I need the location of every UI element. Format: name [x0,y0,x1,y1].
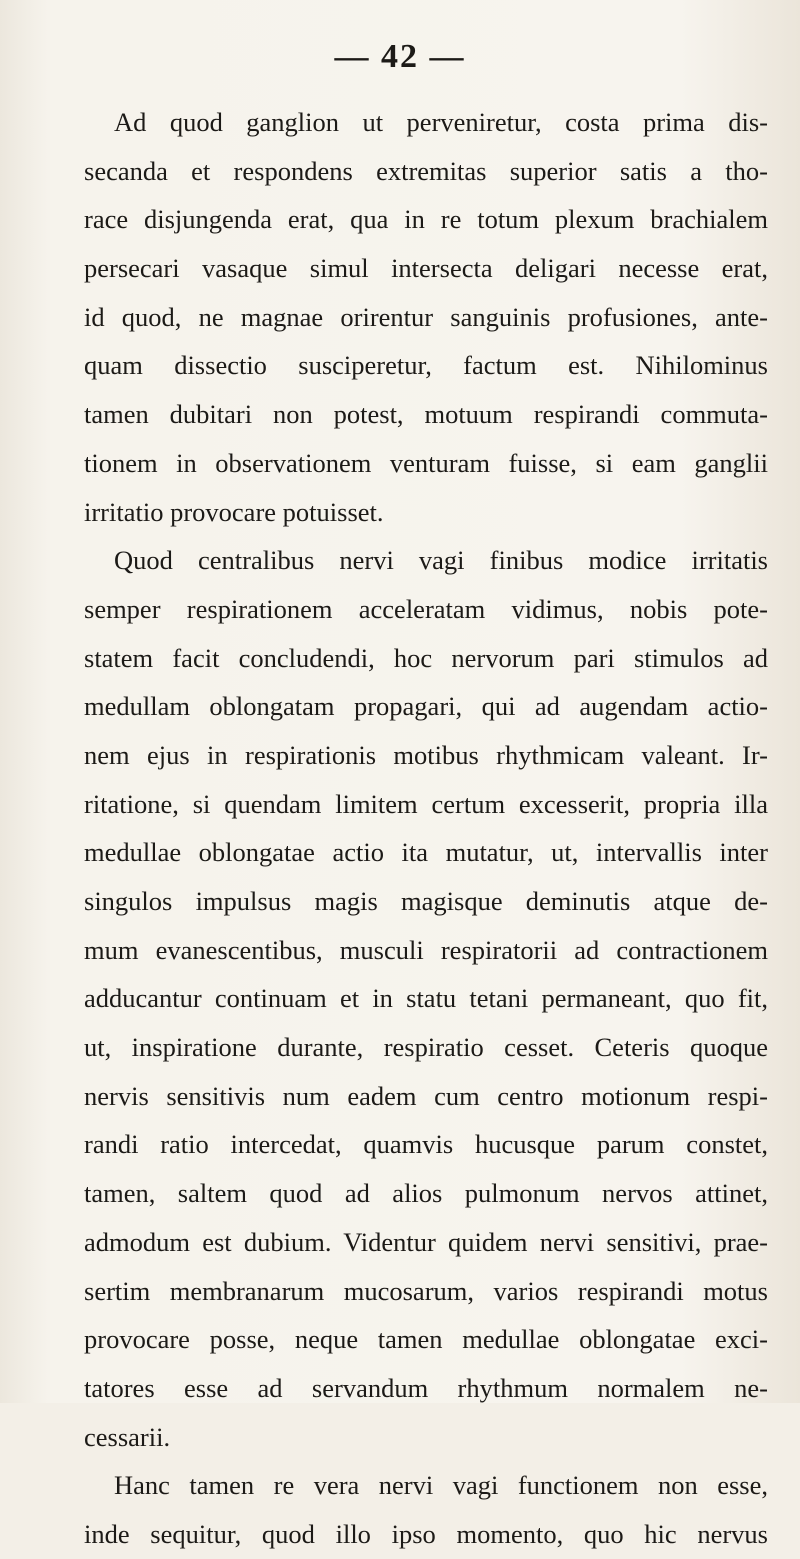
text-line: semper respirationem acceleratam vidimus, nobis pote- [84,593,768,624]
text-line: Hanc tamen re vera nervi vagi functionem non esse, [114,1470,768,1501]
text-line: id quod, ne magnae orirentur sanguinis profusiones, ante- [84,301,768,332]
text-line: cessarii. [84,1421,171,1452]
text-line: tionem in observationem venturam fuisse, si eam ganglii [84,447,768,478]
body-text [84,98,768,1559]
text-line: Ad quod ganglion ut perveniretur, costa prima dis- [114,107,768,137]
text-line: ritatione, si quendam limitem certum excesserit, propria illa [84,788,768,819]
text-line: irritatio provocare potuisset. [84,496,384,527]
text-line: secanda et respondens extremitas superior satis a tho- [84,155,768,186]
text-line: mum evanescentibus, musculi respiratorii ad contractionem [84,934,768,965]
text-line: randi ratio intercedat, quamvis hucusque parum constet, [84,1129,768,1160]
text-line: tamen, saltem quod ad alios pulmonum nervos attinet, [84,1178,768,1209]
text-line: medullam oblongatam propagari, qui ad augendam actio- [84,691,768,722]
text-line: ut, inspiratione durante, respiratio cesset. Ceteris quoque [84,1032,768,1063]
text-line: sertim membranarum mucosarum, varios respirandi motus [84,1275,768,1306]
text-line: persecari vasaque simul intersecta deligari necesse erat, [84,253,768,284]
text-line: race disjungenda erat, qua in re totum plexum brachialem [84,204,768,235]
text-line: tatores esse ad servandum rhythmum normalem ne- [84,1372,768,1403]
text-line: quam dissectio susciperetur, factum est. Nihilominus [84,350,768,381]
text-line: Quod centralibus nervi vagi finibus modice irritatis [114,545,768,576]
text-line: singulos impulsus magis magisque deminutis atque de- [84,886,768,916]
text-line: admodum est dubium. Videntur quidem nervi sensitivi, prae- [84,1226,768,1257]
text-line: tamen dubitari non potest, motuum respirandi commuta- [84,399,768,430]
text-line: inde sequitur, quod illo ipso momento, quo hic nervus [84,1518,768,1549]
page-number: — 42 — [334,38,466,75]
text-line: statem facit concludendi, hoc nervorum pari stimulos ad [84,642,768,673]
text-line: adducantur continuam et in statu tetani permaneant, quo fit, [84,983,768,1014]
text-line: medullae oblongatae actio ita mutatur, ut, intervallis inter [84,837,768,868]
text-line: provocare posse, neque tamen medullae oblongatae exci- [84,1324,768,1355]
text-line: nem ejus in respirationis motibus rhythmicam valeant. Ir- [84,739,768,770]
text-line: nervis sensitivis num eadem cum centro motionum respi- [84,1080,768,1111]
